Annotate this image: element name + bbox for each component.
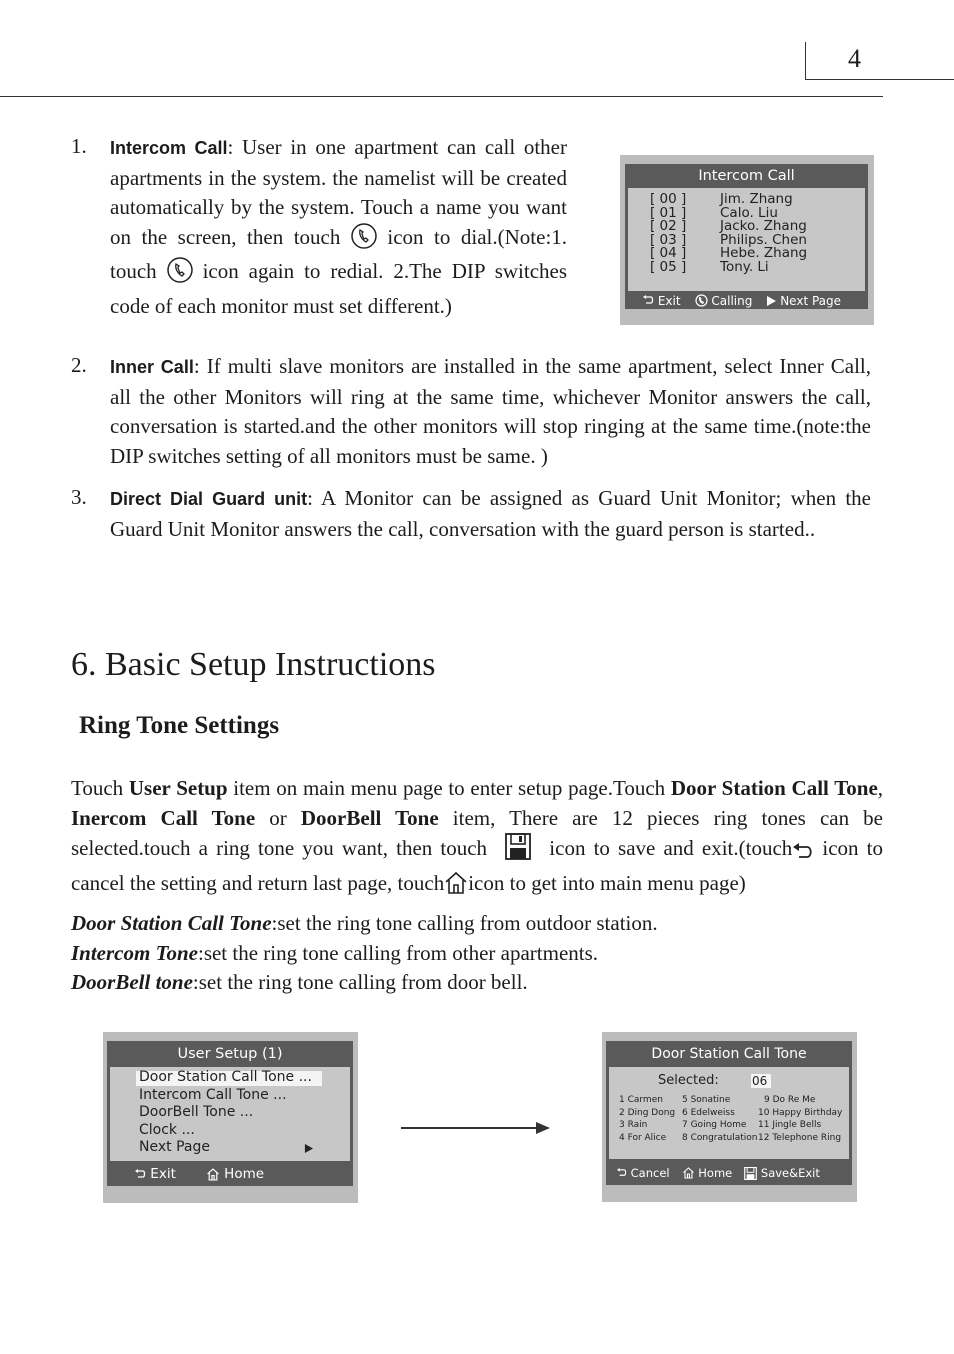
screen-bottom-bar [606,1161,852,1185]
definition-list [71,909,658,998]
entry-name: Philips. Chen [720,231,807,248]
play-triangle-icon [304,1144,313,1153]
screen-title: Intercom Call [698,168,795,184]
tone-column [758,1094,842,1144]
tone-option[interactable]: 1 Carmen [619,1095,663,1105]
tone-option[interactable]: 4 For Alice [619,1132,667,1143]
return-icon [616,1168,627,1178]
ring-tone-paragraph: Touch User Setup item on main menu page to enter setup page.Touch Door Station Call Tone, Inercom Call Tone or DoorBell Tone item, There are 12 pieces ring tones can be selected.touch a ring tone you want, then touch icon to save and exit.(touch icon to cancel the setting and return last page, touch icon to get into main menu page) [71,774,883,903]
entry-code: [ 01 ] [650,204,687,221]
tone-option[interactable]: 12 Telephone Ring [758,1132,842,1143]
return-icon [792,839,814,869]
screen-bottom-bar [625,292,868,309]
tone-column [619,1094,675,1144]
phone-icon [351,223,377,258]
menu-item-door-station-call-tone[interactable]: Door Station Call Tone ... [139,1069,312,1085]
screen-bottom-bar [107,1163,353,1185]
item-number: 3. [71,485,87,509]
entry-code: [ 02 ] [650,218,687,235]
tone-option[interactable]: 11 Jingle Bells [758,1120,822,1131]
selected-label: Selected: [658,1073,719,1088]
arrow-head-icon [536,1122,550,1134]
exit-button[interactable]: Exit [134,1166,176,1182]
cancel-button[interactable]: Cancel [616,1166,670,1180]
tone-option[interactable]: 6 Edelweiss [682,1107,735,1118]
section-title: 6. Basic Setup Instructions [71,646,436,683]
tone-option[interactable]: 3 Rain [619,1120,648,1131]
intercom-entry[interactable] [650,261,769,275]
home-icon [682,1167,695,1179]
item-number: 1. [71,134,87,158]
tone-option[interactable]: 9 Do Re Me [764,1095,816,1105]
selected-value: 06 [751,1074,771,1088]
entry-code: [ 05 ] [650,259,687,275]
definition-item: DoorBell tone:set the ring tone calling from door bell. [71,970,528,995]
home-icon [206,1168,220,1181]
entry-name: Hebe. Zhang [720,245,808,262]
item-term: Intercom Call [110,138,228,158]
item-term: Direct Dial Guard unit [110,489,308,509]
item-inner-call: Inner Call: If multi slave monitors are installed in the same apartment, select Inner Call, all the other Monitors will ring at the same time, whichever Monitor answers the call, conversation is started.and the other monitors will stop ringing at the same time.(note:the DIP switches setting of all monitors must be same. ) [110,354,871,468]
tone-option[interactable]: 5 Sonatine [682,1095,731,1105]
entry-code: [ 00 ] [650,191,687,207]
play-triangle-icon [766,296,776,306]
entry-code: [ 03 ] [650,231,687,248]
subsection-title: Ring Tone Settings [79,712,280,739]
save-exit-button[interactable]: Save&Exit [744,1166,820,1180]
name-list [628,188,865,291]
item-guard-unit: Direct Dial Guard unit: A Monitor can be assigned as Guard Unit Monitor; when the Guard Unit Monitor answers the call, conversation with the guard person is started.. [110,486,871,541]
entry-name: Calo. Liu [720,204,778,221]
return-icon [134,1169,146,1180]
setup-menu [110,1067,350,1161]
home-button[interactable]: Home [206,1166,264,1182]
tone-option[interactable]: 10 Happy Birthday [758,1107,843,1118]
item-intercom-call: Intercom Call: User in one apartment can call other apartments in the system. the namelist will be created automatically by the system. Touch a name you want on the screen, then touch icon to dial.(Note:1. touch icon again to redial. 2.The DIP switches code of each monitor must set different.) [110,135,568,318]
screen-title: User Setup (1) [177,1046,283,1062]
phone-icon [695,294,708,307]
tone-option[interactable]: 8 Congratulation [682,1132,758,1143]
home-button[interactable]: Home [682,1166,733,1180]
page-number: 4 [848,44,861,73]
tone-option[interactable]: 2 Ding Dong [619,1107,676,1118]
user-setup-screen [103,1032,358,1203]
call-tone-screen [602,1032,857,1202]
definition-item: Door Station Call Tone:set the ring tone calling from outdoor station. [71,911,658,935]
item-number: 2. [71,353,87,377]
menu-item-doorbell-tone[interactable]: DoorBell Tone ... [139,1104,254,1120]
item-term: Inner Call [110,357,194,377]
screen-title: Door Station Call Tone [651,1046,807,1062]
return-icon [642,295,654,306]
tone-option[interactable]: 7 Going Home [682,1120,747,1131]
entry-code: [ 04 ] [650,245,687,262]
phone-icon [167,257,193,292]
home-icon [444,871,468,904]
entry-name: Tony. Li [720,259,769,275]
entry-name: Jacko. Zhang [720,218,807,235]
save-icon [744,1167,757,1180]
entry-name: Jim. Zhang [720,191,793,207]
exit-button[interactable]: Exit [642,294,681,308]
page-number-box [805,42,954,80]
definition-item: Intercom Tone:set the ring tone calling from other apartments. [71,940,599,965]
tone-column [682,1094,758,1144]
menu-item-intercom-call-tone[interactable]: Intercom Call Tone ... [139,1086,287,1103]
next-page-button[interactable]: Next Page [766,294,841,308]
save-icon [505,833,531,869]
tone-list [609,1067,849,1159]
header-rule [0,96,883,97]
calling-button[interactable]: Calling [695,294,753,308]
menu-item-clock[interactable]: Clock ... [139,1121,195,1138]
intercom-call-screen [620,155,874,325]
flow-arrow [401,1127,541,1129]
menu-item-next-page[interactable]: Next Page [139,1139,210,1155]
